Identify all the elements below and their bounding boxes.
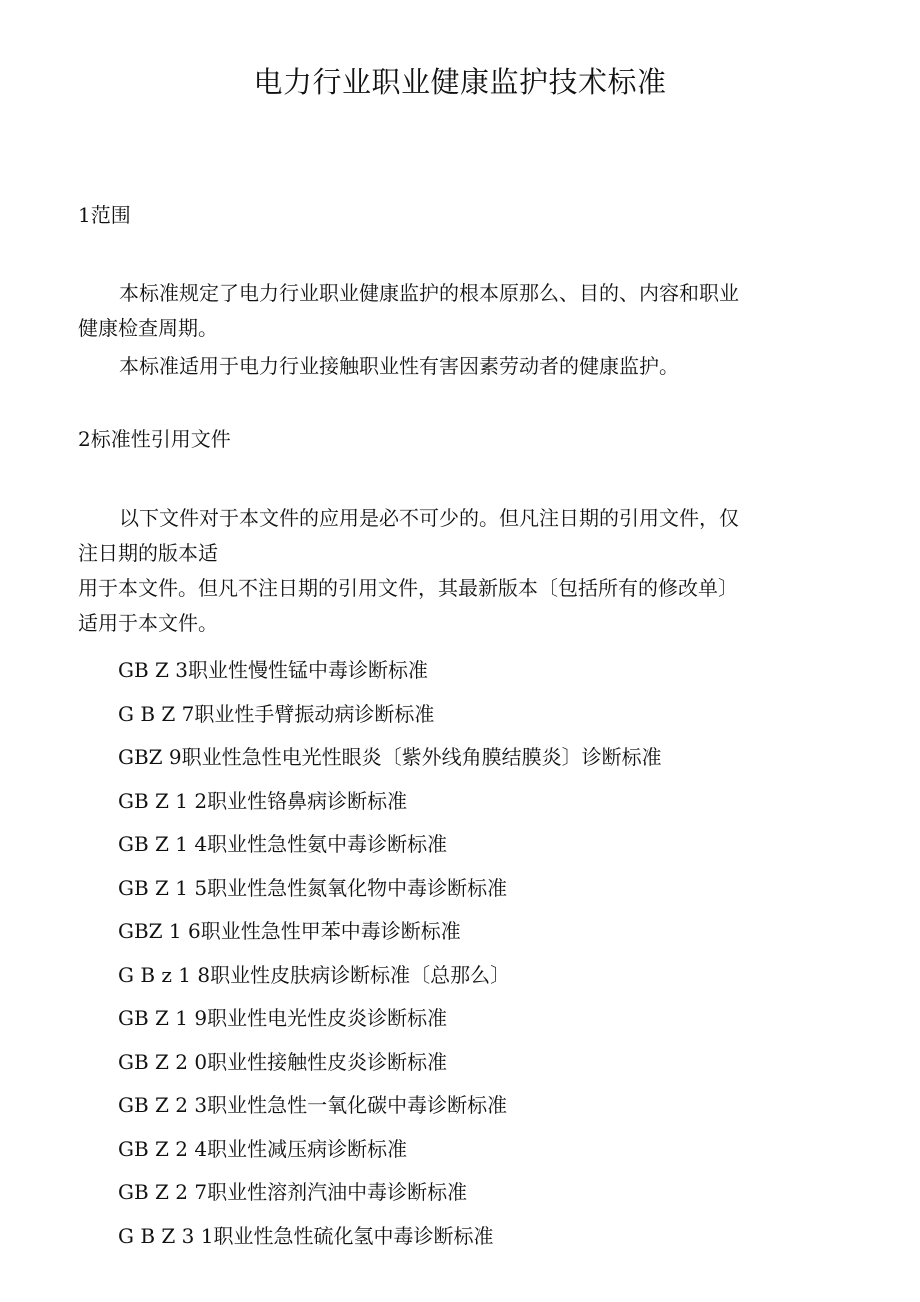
paragraph-line: 用于本文件。但凡不注日期的引用文件，其最新版本〔包括所有的修改单〕 [78,576,738,600]
reference-item: GB Z 1 5职业性急性氮氧化物中毒诊断标准 [118,875,508,900]
reference-item: GB Z 2 7职业性溶剂汽油中毒诊断标准 [118,1180,468,1204]
reference-item: GB Z 2 0职业性接触性皮炎诊断标准 [118,1049,448,1074]
section-1-paragraph-1 [78,276,848,346]
section-1-heading: 1范围 [78,203,131,227]
document-title: 电力行业职业健康监护技术标准 [253,65,667,99]
paragraph-line: 注日期的版本适 [78,541,218,565]
paragraph-line: 本标准规定了电力行业职业健康监护的根本原那么、目的、内容和职业 [119,281,739,305]
paragraph-line: 以下文件对于本文件的应用是必不可少的。但凡注日期的引用文件，仅 [119,506,739,530]
paragraph-line: 适用于本文件。 [78,611,218,635]
section-2-heading: 2标准性引用文件 [78,427,231,451]
reference-item: G B Z 3 1职业性急性硫化氢中毒诊断标准 [118,1223,494,1248]
reference-item: GB Z 1 4职业性急性氨中毒诊断标准 [118,832,448,856]
section-1-paragraph-2 [78,349,848,384]
reference-item: GB Z 1 9职业性电光性皮炎诊断标准 [118,1006,448,1030]
reference-item: GBZ 1 6职业性急性甲苯中毒诊断标准 [118,919,461,943]
reference-item: G B Z 7职业性手臂振动病诊断标准 [118,701,435,726]
paragraph-line: 健康检查周期。 [78,316,218,340]
reference-item: G B z 1 8职业性皮肤病诊断标准〔总那么〕 [118,962,511,987]
reference-item: GB Z 2 4职业性减压病诊断标准 [118,1136,408,1161]
reference-item: GBZ 9职业性急性电光性眼炎〔紫外线角膜结膜炎〕诊断标准 [118,745,662,769]
reference-item: GB Z 2 3职业性急性一氧化碳中毒诊断标准 [118,1093,508,1117]
section-2-paragraph [78,501,848,641]
reference-list [118,652,662,1261]
reference-item: GB Z 3职业性慢性锰中毒诊断标准 [118,658,429,682]
reference-item: GB Z 1 2职业性铬鼻病诊断标准 [118,788,408,813]
paragraph-line: 本标准适用于电力行业接触职业性有害因素劳动者的健康监护。 [119,354,679,378]
